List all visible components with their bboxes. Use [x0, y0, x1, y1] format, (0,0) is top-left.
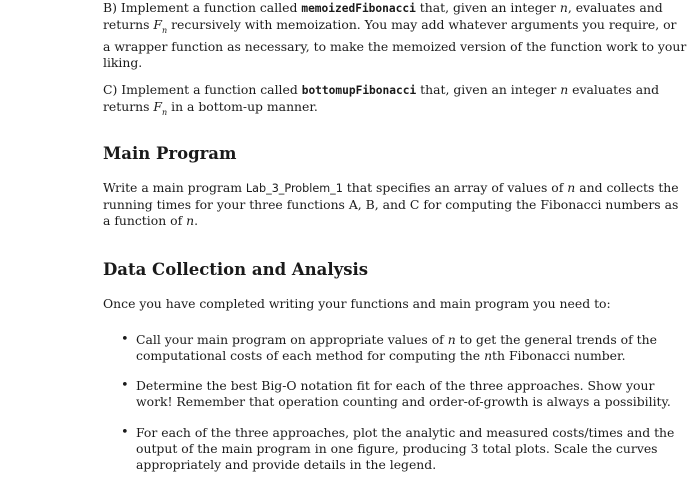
main-program-heading: Main Program	[103, 144, 237, 163]
bullet-icon: •	[121, 425, 129, 440]
bullet-item-3	[136, 425, 675, 474]
text-line: computational costs of each method for computing the nth Fibonacci number.	[136, 348, 626, 364]
text-line: Determine the best Big-O notation fit for each of the three approaches. Show your	[136, 378, 655, 393]
part-b-paragraph	[103, 0, 687, 71]
main-program-paragraph	[103, 180, 679, 230]
text-line: a function of n.	[103, 213, 199, 229]
bullet-icon: •	[121, 378, 129, 393]
part-c-paragraph	[103, 82, 660, 121]
bullet-item-1	[136, 332, 657, 364]
bullet-icon: •	[121, 332, 129, 347]
text-line: output of the main program in one figure, producing 3 total plots. Scale the curves	[136, 441, 658, 457]
text-line: appropriately and provide details in the legend.	[136, 457, 437, 473]
function-name-memoized: memoizedFibonacci	[301, 2, 416, 15]
text-line: Write a main program Lab_3_Problem_1 that specifies an array of values of n and collects the	[103, 180, 679, 195]
data-collection-heading: Data Collection and Analysis	[103, 260, 369, 279]
text-line: C) Implement a function called bottomupFibonacci that, given an integer n evaluates and	[103, 82, 660, 97]
function-name-bottomup: bottomupFibonacci	[301, 84, 417, 97]
text-line: a wrapper function as necessary, to make the memoized version of the function work to your	[103, 38, 687, 54]
text-line: returns $F_n$ in a bottom-up manner.	[103, 99, 318, 117]
program-name: Lab_3_Problem_1	[245, 182, 343, 195]
text-line: For each of the three approaches, plot the analytic and measured costs/times and the	[136, 425, 675, 440]
text-line: B) Implement a function called memoizedFibonacci that, given an integer n, evaluates and	[103, 0, 663, 15]
text-line: liking.	[103, 55, 143, 71]
text-line: returns $F_n$ recursively with memoization. You may add whatever arguments you require, or	[103, 17, 677, 35]
text-line: Call your main program on appropriate values of n to get the general trends of the	[136, 332, 657, 347]
analysis-intro: Once you have completed writing your functions and main program you need to:	[103, 296, 611, 311]
text-line: running times for your three functions A, B, and C for computing the Fibonacci numbers as	[103, 197, 679, 213]
text-line: work! Remember that operation counting and order-of-growth is always a possibility.	[136, 394, 671, 410]
bullet-item-2	[136, 378, 671, 410]
